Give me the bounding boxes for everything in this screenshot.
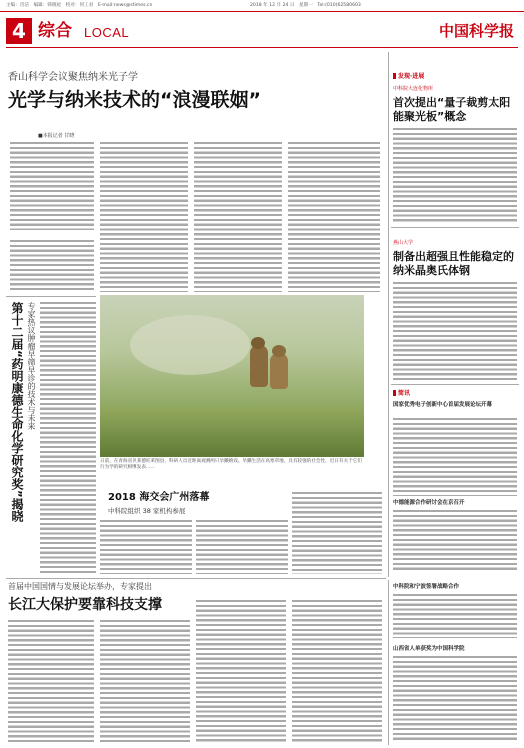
article-text-block (288, 142, 380, 292)
lead-byline: ■本报记者 甘晓 (38, 133, 75, 139)
article-text-block (393, 282, 517, 380)
article-text-block (8, 620, 94, 744)
vertical-headline: 第十二届“药明康德生命化学研究奖”揭晓 (10, 302, 24, 522)
brief-headline: 山西省人单获奖为中国科学院 (393, 646, 465, 652)
article-text-block (393, 594, 517, 638)
page-number: 4 (6, 18, 32, 44)
section-tag: 简讯 (393, 390, 410, 398)
article-text-block (10, 240, 94, 292)
brief-headline: 中科院和宁波签署战略合作 (393, 584, 460, 590)
article-text-block (292, 492, 382, 574)
section-divider (6, 296, 96, 297)
column-divider (388, 52, 389, 577)
news-headline: 首次提出“量子裁剪太阳能聚光板”概念 (393, 96, 511, 123)
mid-headline: 2018 海交会广州落幕 (108, 492, 210, 503)
section-title: 综合 (38, 21, 72, 41)
bottom-headline: 长江大保护要靠科技支撑 (8, 597, 162, 613)
newspaper-logo: 中国科学报 (438, 22, 514, 40)
vertical-subheadline: 专家热议肿瘤早筛早诊的技术与未来 (27, 302, 36, 430)
article-text-block (100, 620, 190, 744)
section-banner (6, 16, 518, 48)
article-text-block (393, 418, 517, 496)
article-text-block (196, 600, 286, 744)
article-text-block (196, 520, 288, 574)
article-text-block (100, 142, 188, 292)
header-editor-info: 主编：肖洁 编辑：韩晓屋 校对：何工君 E-mail:news@stimes.cn (6, 3, 153, 8)
top-info-bar (0, 0, 524, 12)
photo-caption: 日前，在青海省贝莱德旺莱图县，科研人员近距离观测两只旱獭嬉戏。旱獭生活在高寒草地，具有较强的社会性，近日有关于它们行为学的研究相继发表…… (100, 459, 362, 470)
news-source: 中科院大连化物所 (393, 86, 434, 92)
article-text-block (40, 302, 96, 574)
section-divider (391, 384, 519, 385)
news-source: 燕山大学 (393, 240, 414, 246)
article-text-block (100, 520, 192, 574)
header-date-info: 2018 年 12 月 24 日 星期一 Tel:(010)62580603 (250, 3, 361, 8)
news-headline: 制备出超强且性能稳定的纳米晶奥氏体钢 (393, 250, 514, 277)
section-divider (391, 227, 519, 228)
article-text-block (10, 142, 94, 230)
section-tag: 发现·进展 (393, 73, 424, 81)
brief-headline: 国家优秀电子创新中心首届发展论坛开幕 (393, 402, 493, 408)
article-text-block (393, 656, 517, 742)
brief-headline: 中德能源合作研讨会在京召开 (393, 500, 465, 506)
bottom-kicker: 首届中国国情与发展论坛举办，专家提出 (8, 582, 152, 591)
lead-kicker: 香山科学会议聚焦纳米光子学 (8, 72, 138, 83)
marmot-photo (100, 295, 364, 457)
section-title-en: LOCAL (84, 25, 130, 40)
article-text-block (194, 142, 282, 292)
mid-subheadline: 中科院组织 38 家机构参展 (108, 507, 186, 515)
section-divider (6, 578, 386, 579)
article-text-block (393, 128, 517, 224)
lead-headline: 光学与纳米技术的“浪漫联姻” (8, 89, 261, 111)
article-text-block (292, 600, 382, 744)
column-divider (388, 580, 389, 745)
article-text-block (393, 510, 517, 572)
